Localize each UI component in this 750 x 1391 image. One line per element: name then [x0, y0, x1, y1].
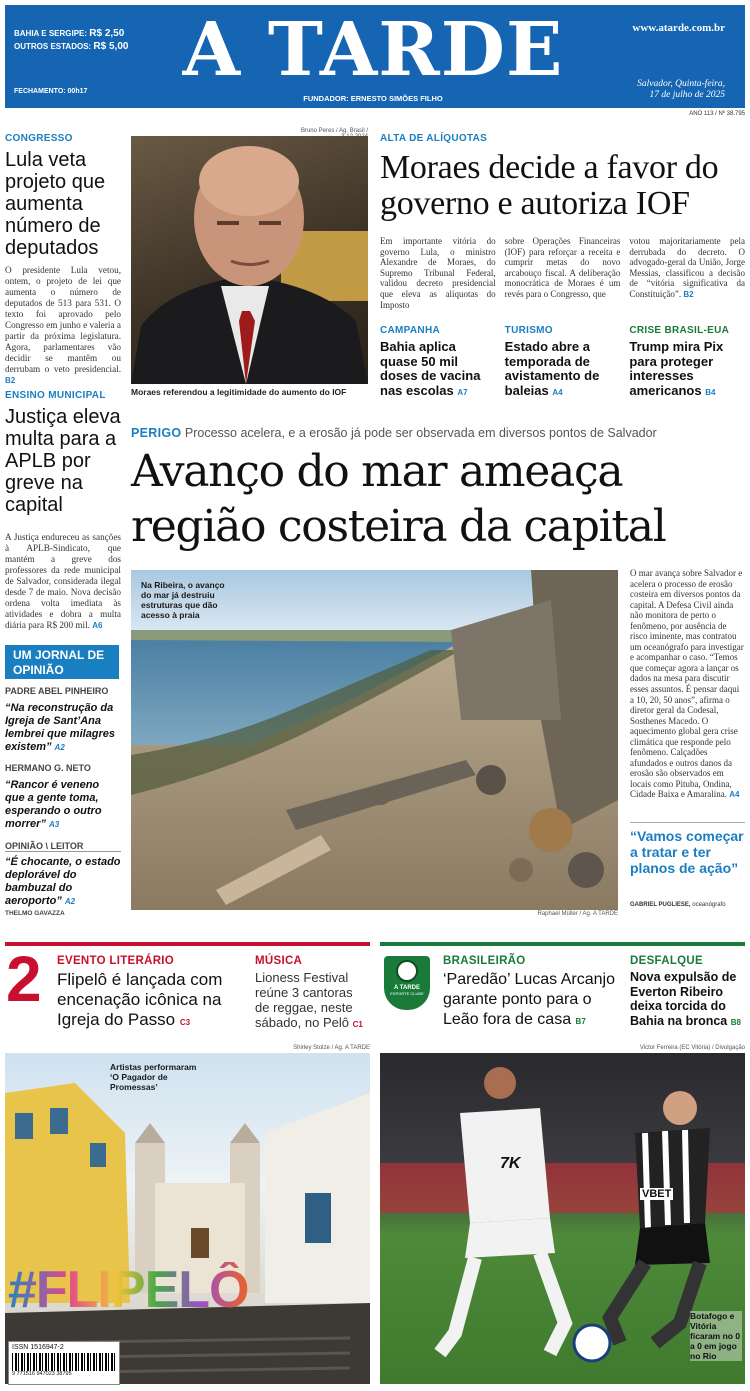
- opinion-column: [5, 686, 121, 917]
- culture-story-1[interactable]: [57, 955, 245, 1033]
- brief-kicker: CAMPANHA: [380, 325, 440, 336]
- page-ref[interactable]: B7: [575, 1017, 586, 1026]
- masthead: [5, 5, 745, 108]
- main-story-body: [630, 568, 745, 801]
- photo-note-coast: Na Ribeira, o avanço do mar já destruiu estruturas que dão acesso à praia: [141, 580, 225, 620]
- story-lula-veta: [5, 265, 121, 386]
- page-ref[interactable]: B2: [5, 376, 16, 385]
- main-headline[interactable]: [131, 444, 745, 554]
- photo-note-flipelo: Artistas performaram ‘O Pagador de Promessas’: [110, 1062, 197, 1092]
- sports-headline-2: [630, 970, 745, 1030]
- brief-crise[interactable]: [629, 325, 745, 400]
- iof-col-3-text: votou majoritariamente pela derrubada do decreto. O advogado-geral da União, Jorge Messias, classificou a decisão de “vitória significativa da Constituição”.: [629, 236, 746, 299]
- price-box: [14, 27, 128, 53]
- culture-top-rule: [5, 942, 370, 946]
- page-ref[interactable]: A4: [729, 790, 740, 800]
- price-ba: R$ 2,50: [89, 28, 125, 39]
- section-two-badge: 2: [6, 943, 42, 1015]
- op2-quote-text: “Rancor é veneno que a gente toma, esperando o outro morrer”: [5, 779, 102, 830]
- photo-flipelo: [5, 1053, 370, 1384]
- brief-kicker: CRISE BRASIL-EUA: [629, 325, 730, 336]
- barcode-box: [8, 1341, 120, 1385]
- main-quote-author: [630, 902, 748, 908]
- closing-time: FECHAMENTO: 00h17: [14, 88, 88, 95]
- culture-story-2[interactable]: [255, 955, 368, 1032]
- photo-moraes: [131, 136, 368, 384]
- page-ref[interactable]: B4: [705, 387, 716, 397]
- barcode-digits: 9 771516 947023 38795: [12, 1371, 72, 1377]
- photo-credit-flipelo: Shirley Stolze / Ag. A TARDE: [293, 1045, 370, 1051]
- kicker-perigo: PERIGO: [131, 426, 182, 440]
- story-aplb-text: A Justiça endureceu as sanções à APLB-Sindicato, que mantém a greve dos professores da rede municipal de Salvador, considerada ilegal desde 7 de maio. Nova decisão ordena volta imediata às atividades e dobra a multa diária para R$ 200 mil.: [5, 532, 121, 630]
- page-ref[interactable]: A7: [457, 387, 468, 397]
- sports-headline-1: [443, 970, 623, 1032]
- sports-story-2[interactable]: [630, 955, 745, 1030]
- founder-line: FUNDADOR: ERNESTO SIMÕES FILHO: [303, 94, 443, 103]
- op3-quote-text: “É chocante, o estado deplorável do bambuzal do aeroporto”: [5, 856, 121, 907]
- brief-title: Trump mira Pix para proteger interesses americanos: [629, 339, 724, 398]
- photo-coast: [131, 570, 618, 910]
- quote-author: GABRIEL PUGLIESE,: [630, 902, 691, 908]
- top-story: [380, 133, 745, 310]
- photo-note-soccer: Botafogo e Vitória ficaram no 0 a 0 em jogo no Rio: [690, 1311, 741, 1361]
- op2-author: HERMANO G. NETO: [5, 763, 91, 773]
- op1-quote[interactable]: [5, 702, 121, 754]
- photo-credit-moraes: Bruno Peres / Ag. Brasil /: [300, 128, 368, 134]
- quote-role: oceanógrafo: [692, 902, 726, 908]
- issn-label: ISSN 1516947-2: [12, 1344, 64, 1351]
- ball-icon: [396, 960, 418, 982]
- culture-kicker-2: MÚSICA: [255, 955, 303, 967]
- headline-lula-veta[interactable]: Lula veta projeto que aumenta número de deputados: [5, 149, 106, 259]
- logo-text-1: A TARDE: [394, 985, 420, 991]
- deck-text: Processo acelera, e a erosão já pode ser observada em diversos pontos de Salvador: [184, 426, 657, 440]
- sports-kicker-1: BRASILEIRÃO: [443, 955, 526, 967]
- culture-kicker-1: EVENTO LITERÁRIO: [57, 955, 175, 967]
- headline-iof[interactable]: Moraes decide a favor do governo e autoriza IOF: [380, 149, 719, 222]
- brief-headline: [629, 340, 745, 400]
- iof-columns: [380, 236, 745, 310]
- site-url[interactable]: www.atarde.com.br: [632, 22, 725, 34]
- headline-aplb[interactable]: Justiça eleva multa para a APLB por greve na capital: [5, 406, 121, 516]
- page-ref[interactable]: C1: [352, 1020, 363, 1029]
- photo-caption-moraes: Moraes referendou a legitimidade do aumento do IOF: [131, 387, 347, 397]
- price-other: R$ 5,00: [93, 41, 129, 52]
- page-ref[interactable]: A2: [64, 897, 76, 906]
- left-column: [5, 133, 121, 631]
- iof-col-2: sobre Operações Financeiras (IOF) para reforçar a receita e cumprir metas do novo arcabouço fiscal. A deliberação monocrática de Moraes é um revés para o Congresso, que: [504, 236, 621, 299]
- brief-title: Bahia aplica quase 50 mil doses de vacina nas escolas: [380, 339, 481, 398]
- culture-headline-1: [57, 970, 245, 1033]
- page-ref[interactable]: B8: [730, 1017, 741, 1027]
- kicker-ensino: ENSINO MUNICIPAL: [5, 390, 106, 401]
- price-ba-label: BAHIA E SERGIPE:: [14, 29, 88, 38]
- sports-story-1[interactable]: [443, 955, 623, 1032]
- brief-title: Estado abre a temporada de avistamento de baleias: [504, 339, 600, 398]
- newspaper-logo: A TARDE: [182, 7, 564, 93]
- barcode-bars: [12, 1353, 116, 1371]
- op1-author: PADRE ABEL PINHEIRO: [5, 686, 109, 696]
- brief-campanha[interactable]: [380, 325, 496, 400]
- issue-number: ANO 113 / Nº 38.795: [689, 111, 745, 117]
- brief-headline: [505, 340, 621, 400]
- iof-col-1: Em importante vitória do governo Lula, o ministro Alexandre de Moraes, do Supremo Tribunal Federal, validou decreto presidencial que elevа as alíquotas do Imposto: [380, 236, 496, 310]
- portrait-illustration: [131, 136, 368, 384]
- kicker-aliquotas: ALTA DE ALÍQUOTAS: [380, 133, 488, 144]
- logo-text-2: ESPORTE CLUBE: [390, 991, 424, 996]
- photo-credit-soccer: Victor Ferreira (EC Vitória) / Divulgação: [639, 1045, 745, 1051]
- briefs-row: [380, 325, 745, 400]
- brief-headline: [380, 340, 496, 400]
- page-ref[interactable]: B2: [683, 289, 694, 299]
- op3-quote[interactable]: [5, 856, 121, 908]
- price-other-label: OUTROS ESTADOS:: [14, 42, 92, 51]
- culture-title-1: Flipelô é lançada com encenação icônica na Igreja do Passo: [57, 970, 223, 1029]
- main-deck: [131, 426, 745, 440]
- kicker-congresso: CONGRESSO: [5, 133, 73, 144]
- sports-club-logo: [384, 956, 430, 1010]
- flipelo-sign: #FLIPELÔ: [8, 1261, 249, 1319]
- page-ref[interactable]: A4: [552, 387, 563, 397]
- photo-credit-coast: Raphael Müller / Ag. A TARDE: [537, 911, 618, 917]
- page-ref[interactable]: C3: [179, 1018, 191, 1027]
- date-line-1: Salvador, Quinta-feira,: [637, 79, 725, 89]
- shirt-sponsor-2: VBET: [642, 1188, 672, 1200]
- brief-turismo[interactable]: [505, 325, 621, 400]
- date-line-2: 17 de julho de 2025: [649, 90, 725, 100]
- main-headline-line-1: Avanço do mar ameaça: [131, 446, 623, 497]
- op1-quote-text: “Na reconstrução da Igreja de Sant’Ana lembrei que milagres existem”: [5, 702, 116, 753]
- sports-title-1: ‘Paredão’ Lucas Arcanjo garante ponto para o Leão fora de casa: [443, 971, 615, 1028]
- main-headline-line-2: região costeira da capital: [131, 501, 666, 552]
- page-ref[interactable]: A3: [49, 820, 60, 829]
- main-quote-rule: [630, 822, 745, 823]
- op3-author: THELMO GAVAZZA: [5, 910, 65, 917]
- culture-title-2: Lioness Festival reúne 3 cantoras de reggae, neste sábado, no Pelô: [255, 970, 353, 1030]
- story-lula-veta-text: O presidente Lula vetou, ontem, o projeto de lei que aumenta o número de deputados de 513 para 531. O texto foi aprovado pelo Congresso em junho e valeria a partir da próxima legislatura. Agora, parlamentares vão decidir se mantêm ou derrubam o veto presidencial.: [5, 265, 121, 374]
- date-line: [637, 79, 725, 101]
- op3-label: OPINIÃO \ LEITOR: [5, 841, 121, 852]
- page-ref[interactable]: A6: [92, 621, 103, 630]
- story-aplb: [5, 532, 121, 631]
- sports-kicker-2: DESFALQUE: [630, 955, 703, 967]
- church-illustration: [5, 1053, 370, 1384]
- iof-col-3: [629, 236, 745, 310]
- coast-illustration: [131, 570, 618, 910]
- brief-kicker: TURISMO: [504, 325, 553, 336]
- opinion-box: UM JORNAL DE OPINIÃO: [5, 645, 119, 679]
- sports-title-2: Nova expulsão de Everton Ribeiro deixa torcida do Bahia na bronca: [630, 970, 737, 1028]
- page-ref[interactable]: A2: [54, 743, 65, 752]
- op2-quote[interactable]: [5, 779, 121, 831]
- shirt-sponsor-1: 7K: [500, 1155, 521, 1172]
- main-story-text: O mar avança sobre Salvador e acelera o processo de erosão costeira em diversos pontos da capital. A Defesa Civil ainda não monitora de perto o fenômeno, por ausência de risco iminente, mas contratou um oceanógrafo para investigar e acompanhar o caso. “Temos que começar agora a lançar os dados na mesa para discutir esses assuntos. É pensar daqui a 10, 20, 50 anos”, afirma o diretor geral da Codesal, Sosthenes Macedo. O aquecimento global gera crise climática que responde pelo fenômeno. Calçadões afundados e outros danos da erosão são observados em locais como Pituba, Ondina, Cidade Baixa e Amaralina.: [630, 568, 744, 800]
- culture-headline-2: [255, 970, 368, 1032]
- sports-top-rule: [380, 942, 745, 946]
- main-quote: “Vamos começar a tratar e ter planos de ação”: [630, 828, 744, 876]
